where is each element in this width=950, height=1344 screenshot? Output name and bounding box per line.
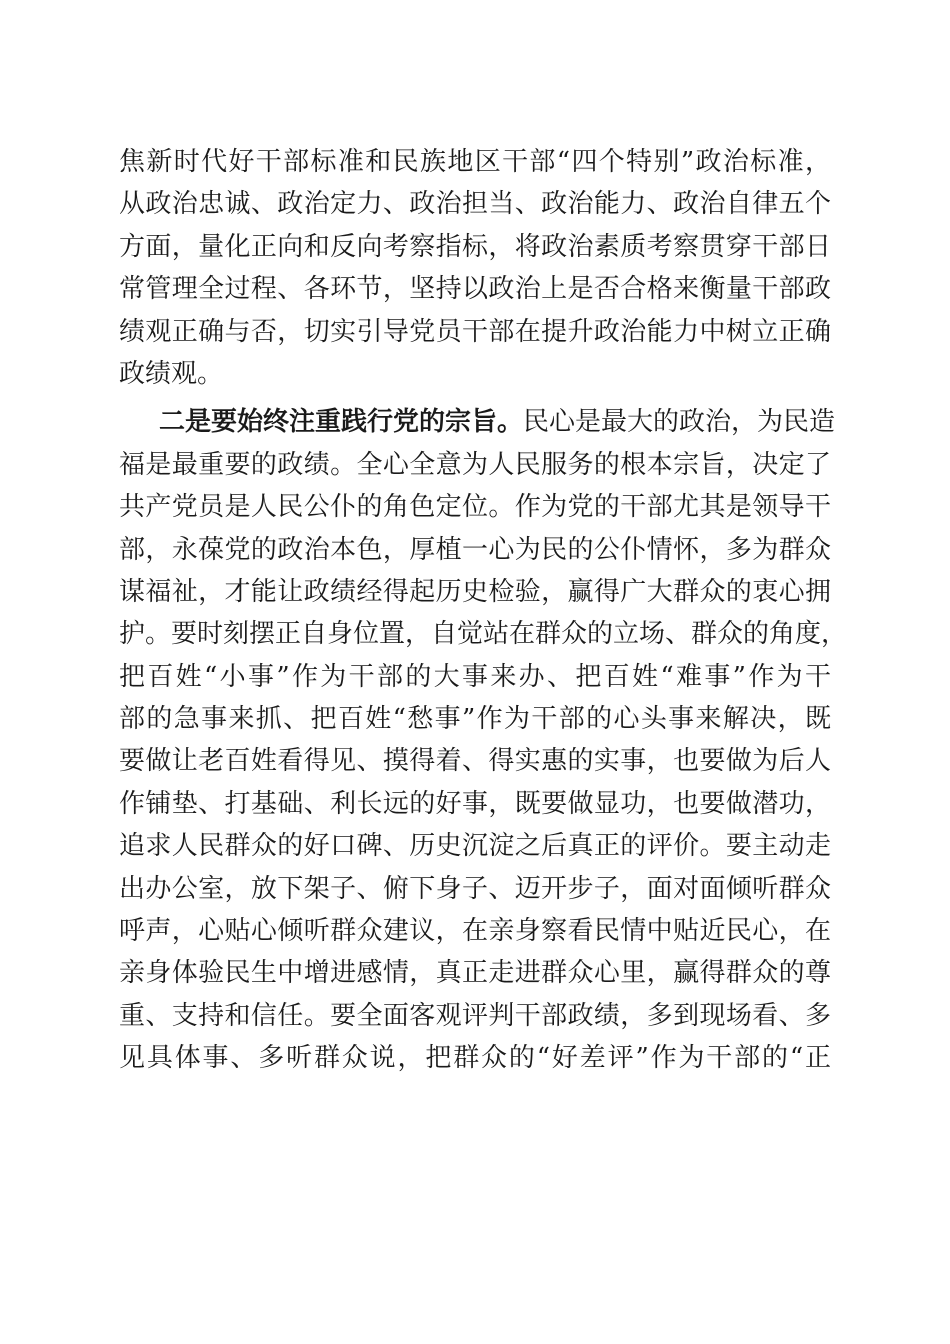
text-line: 谋福祉，才能让政绩经得起历史检验，赢得广大群众的衷心拥 (119, 576, 831, 607)
text-line: 部，永葆党的政治本色，厚植一心为民的公仆情怀，多为群众 (119, 534, 831, 565)
text-line: 焦新时代好干部标准和民族地区干部“四个特别”政治标准， (119, 147, 831, 177)
text-line: 政绩观。 (119, 358, 224, 389)
text-line: 绩观正确与否，切实引导党员干部在提升政治能力中树立正确 (119, 316, 831, 347)
text-line: 部的急事来抓、把百姓“愁事”作为干部的心头事来解决，既 (119, 704, 831, 735)
text-line: 要做让老百姓看得见、摸得着、得实惠的实事，也要做为后人 (119, 746, 831, 777)
paragraph-lead-rest: 民心是最大的政治，为民造 (523, 407, 836, 438)
text-line: 方面，量化正向和反向考察指标，将政治素质考察贯穿干部日 (119, 231, 831, 262)
text-line: 共产党员是人民公仆的角色定位。作为党的干部尤其是领导干 (119, 492, 831, 523)
text-line: 福是最重要的政绩。全心全意为人民服务的根本宗旨，决定了 (119, 449, 831, 480)
paragraph-first-line (119, 401, 836, 443)
document-body (119, 141, 848, 1080)
text-line: 常管理全过程、各环节，坚持以政治上是否合格来衡量干部政 (119, 274, 831, 305)
text-line: 把百姓“小事”作为干部的大事来办、把百姓“难事”作为干 (119, 661, 831, 692)
paragraph-party-purpose (119, 401, 848, 1079)
paragraph-political-standards (119, 141, 831, 395)
text-line: 从政治忠诚、政治定力、政治担当、政治能力、政治自律五个 (119, 189, 831, 220)
paragraph-lead-heading: 二是要始终注重践行党的宗旨。 (159, 407, 524, 438)
text-line: 出办公室，放下架子、俯下身子、迈开步子，面对面倾听群众 (119, 873, 831, 904)
text-line: 呼声，心贴心倾听群众建议，在亲身察看民情中贴近民心，在 (119, 916, 831, 947)
text-line: 护。要时刻摆正自身位置，自觉站在群众的立场、群众的角度， (119, 619, 848, 650)
text-line: 亲身体验民生中增进感情，真正走进群众心里，赢得群众的尊 (119, 958, 831, 989)
text-line: 作铺垫、打基础、利长远的好事，既要做显功，也要做潜功， (119, 788, 831, 819)
text-line: 追求人民群众的好口碑、历史沉淀之后真正的评价。要主动走 (119, 831, 831, 862)
text-line: 重、支持和信任。要全面客观评判干部政绩，多到现场看、多 (119, 1000, 831, 1031)
text-line: 见具体事、多听群众说，把群众的“好差评”作为干部的“正 (119, 1043, 831, 1074)
